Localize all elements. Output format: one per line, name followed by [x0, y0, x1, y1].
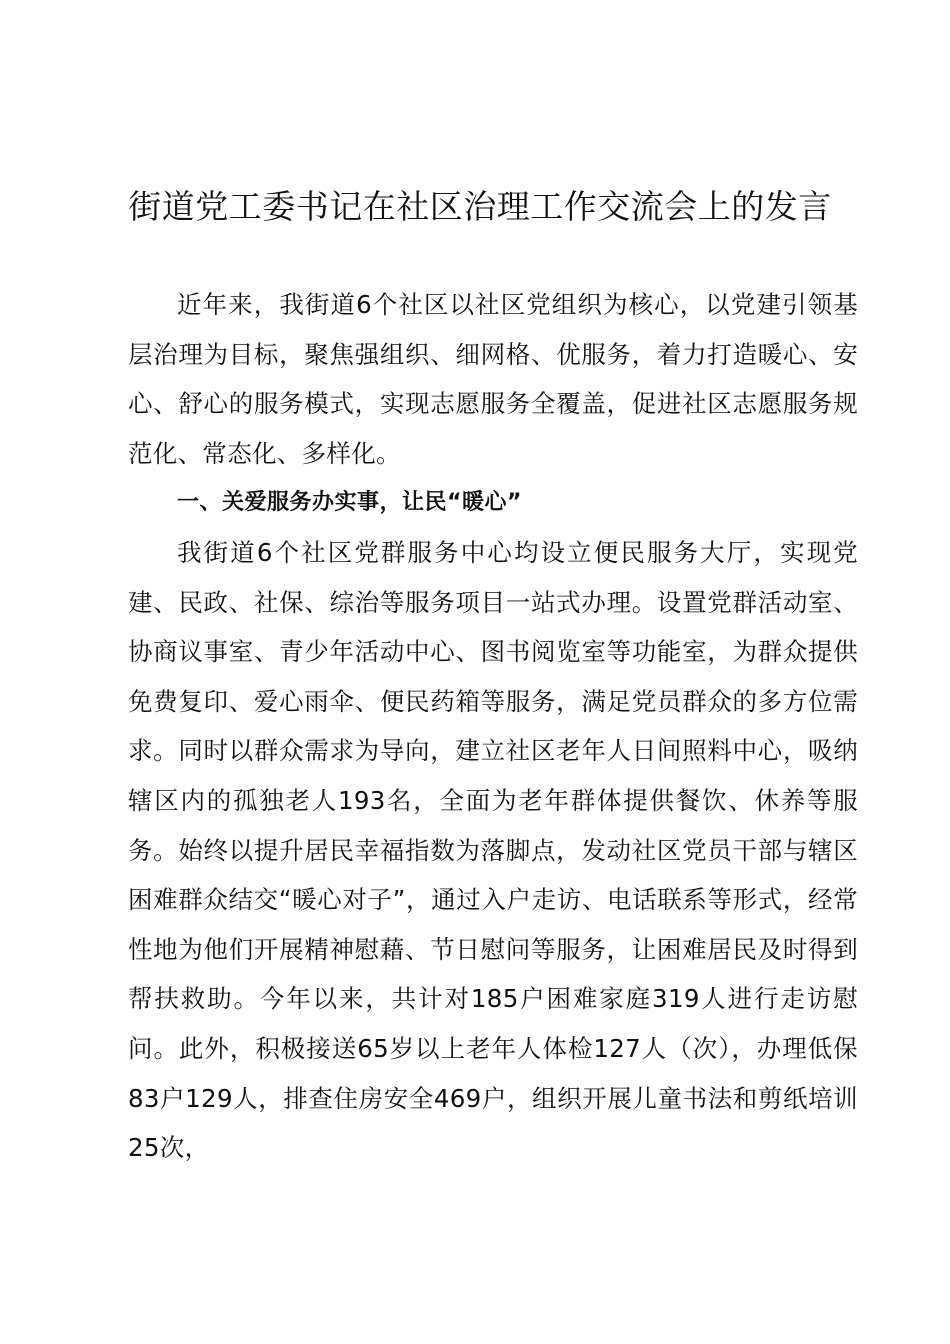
paragraph-intro: 近年来，我街道6个社区以社区党组织为核心，以党建引领基层治理为目标，聚焦强组织、细网格、优服务，着力打造暖心、安心、舒心的服务模式，实现志愿服务全覆盖，促进社区志愿服务规范化、常态化、多样化。 [128, 290, 858, 468]
document-body [128, 280, 858, 1173]
document-title: 街道党工委书记在社区治理工作交流会上的发言 [128, 187, 832, 226]
section-heading-1: 一、关爱服务办实事，让民“暖心” [177, 490, 522, 516]
paragraph-section-1: 我街道6个社区党群服务中心均设立便民服务大厅，实现党建、民政、社保、综治等服务项目一站式办理。设置党群活动室、协商议事室、青少年活动中心、图书阅览室等功能室，为群众提供免费复印、爱心雨伞、便民药箱等服务，满足党员群众的多方位需求。同时以群众需求为导向，建立社区老年人日间照料中心，吸纳辖区内的孤独老人193名，全面为老年群体提供餐饮、休养等服务。始终以提升居民幸福指数为落脚点，发动社区党员干部与辖区困难群众结交“暖心对子”，通过入户走访、电话联系等形式，经常性地为他们开展精神慰藉、节日慰问等服务，让困难居民及时得到帮扶救助。今年以来，共计对185户困难家庭319人进行走访慰问。此外，积极接送65岁以上老年人体检127人（次），办理低保83户129人，排查住房安全469户，组织开展儿童书法和剪纸培训25次， [128, 537, 858, 1163]
